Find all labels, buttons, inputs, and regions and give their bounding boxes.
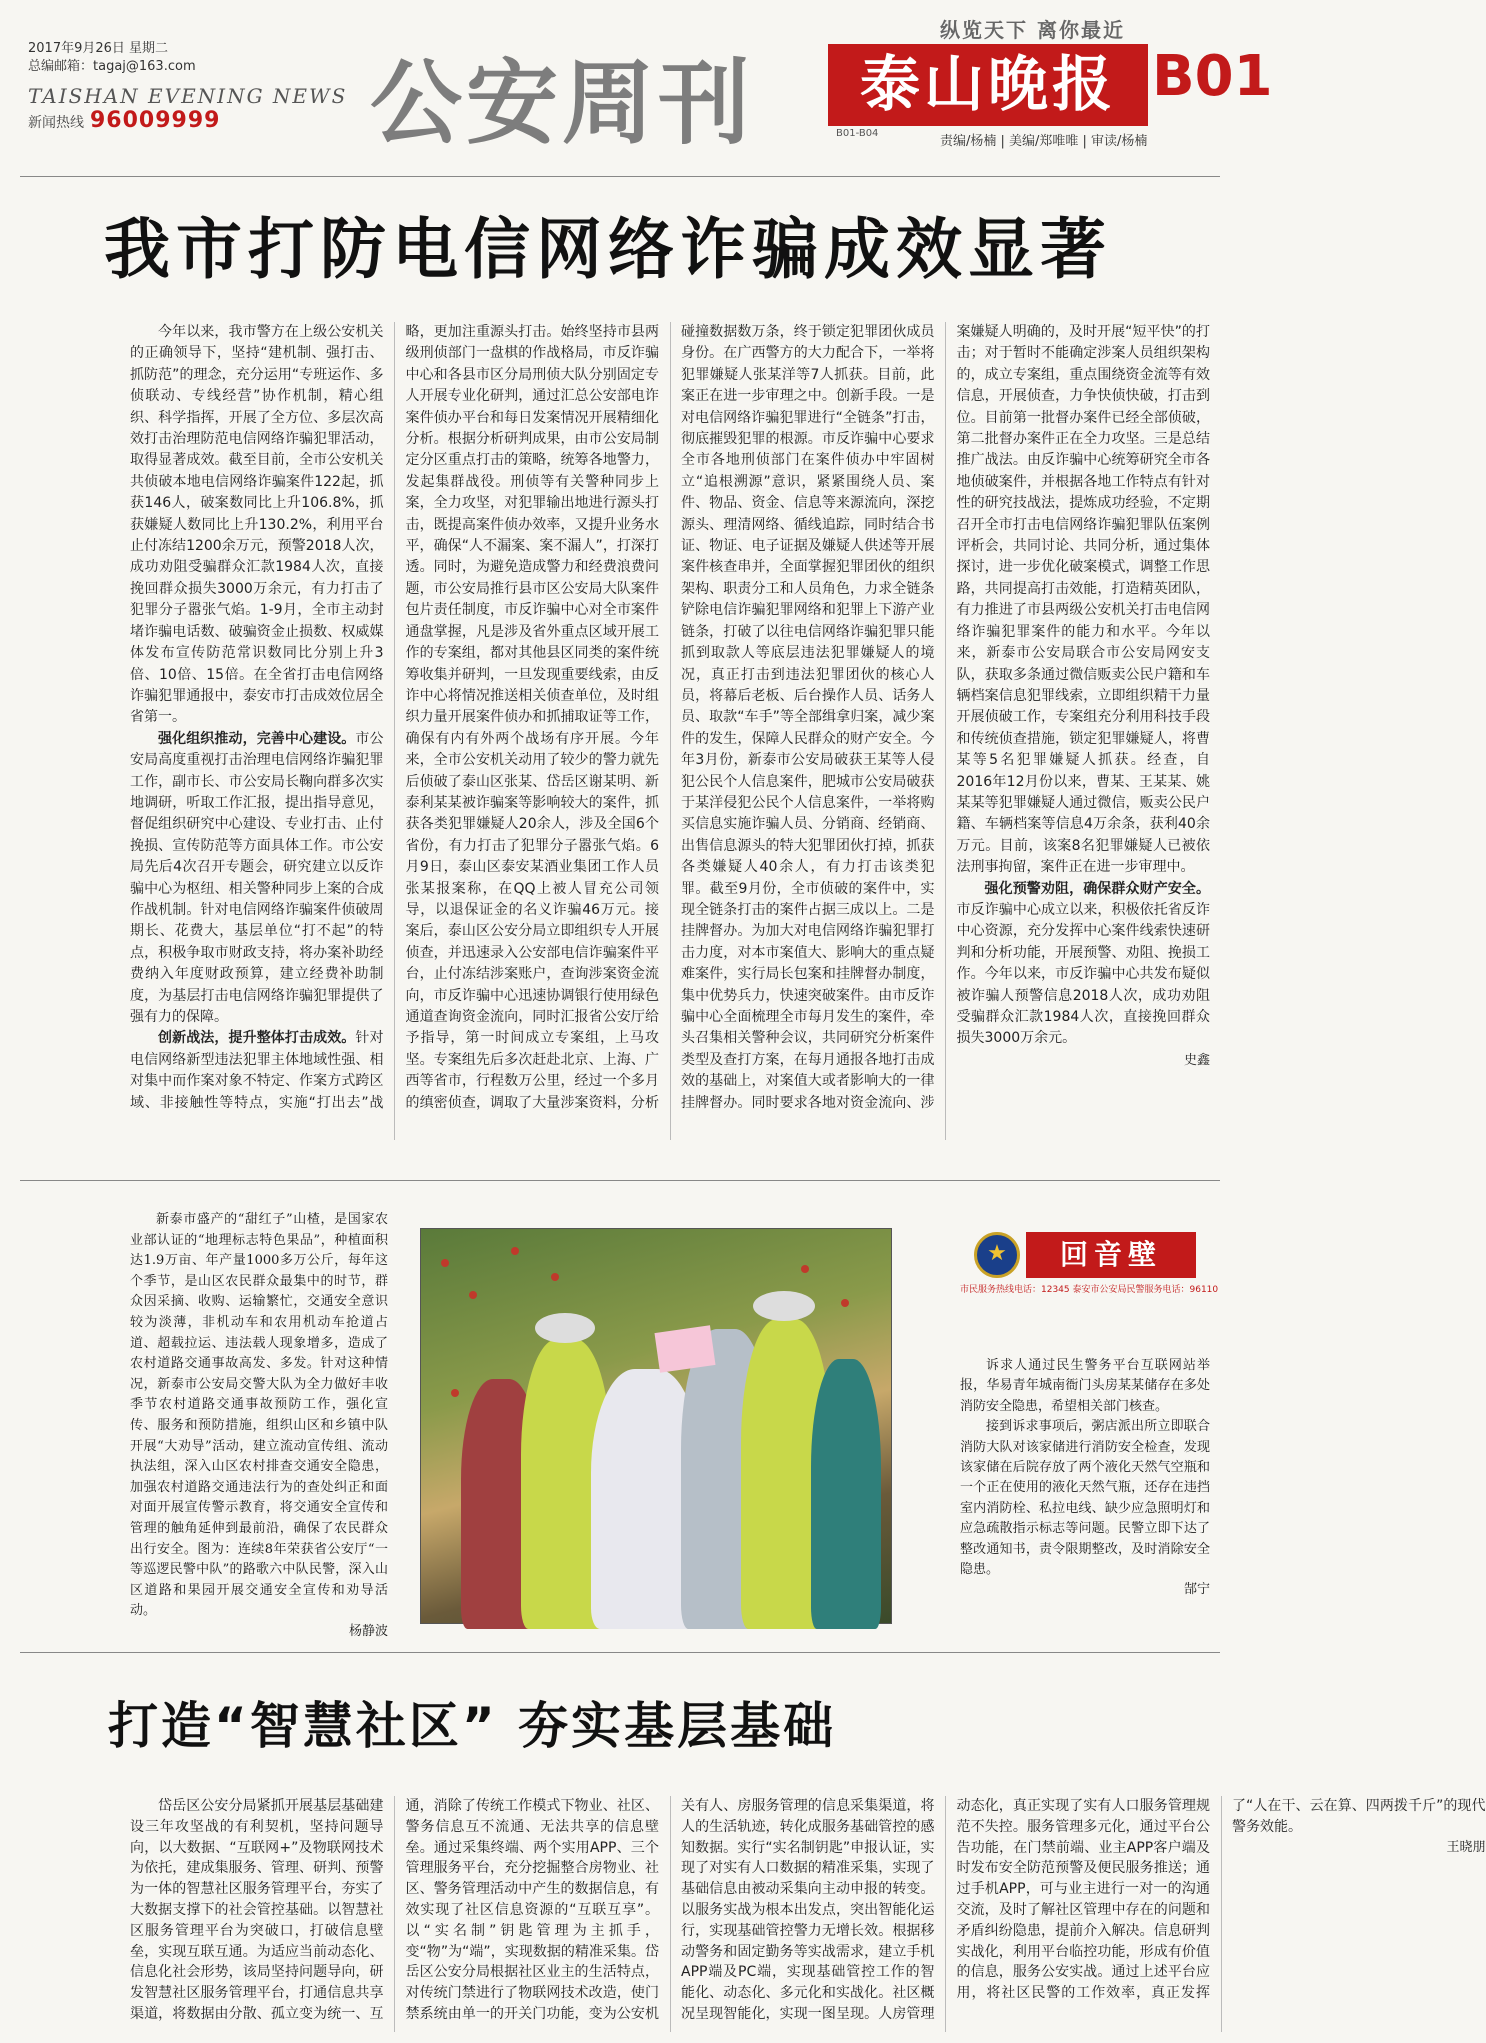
editor-credits: 责编/杨楠 | 美编/郑唯唯 | 审读/杨楠 [940,134,1148,149]
divider [20,1652,1220,1653]
article-headline: 打造“智慧社区” 夯实基层基础 [108,1697,837,1755]
byline: 杨静波 [348,1623,388,1639]
article-body: 岱岳区公安分局紧抓开展基层基础建设三年攻坚战的有利契机，坚持问题导向，以大数据、“互联网+”及物联网技术为依托，建成集服务、管理、研判、预警为一体的智慧社区服务管理平台，夯实了大数据支撑下的社会管控基础。以智慧社区服务管理平台为突破口，打破信息壁垒，实现互联互通。为适应当前动态化、信息化社会形势，该局坚持问题导向，研发智慧社区服务管理平台，打通信息共享渠道，将数据由分散、孤立变为统一、互通，消除了传统工作模式下物业、社区、警务信息互不流通、无法共享的信息壁垒。通过采集终端、两个实用APP、三个管理服务平台，充分挖掘整合房物业、社区、警务管理活动中产生的数据信息，有效实现了社区信息资源的“互联互享”。以“实名制”钥匙管理为主抓手，变“物”为“端”，实现数据的精准采集。岱岳区公安分局根据社区业主的生活特点，对传统门禁进行了物联网技术改造，使门禁系统由单一的开关门功能，变为公安机关有人、房服务管理的信息采集渠道，将人的生活轨迹，转化成服务基础管控的感知数据。实行“实名制钥匙”申报认证，实现了对实有人口数据的精准采集，实现了基础信息由被动采集向主动申报的转变。以服务实战为根本出发点，突出智能化运行，实现基础管控警力无增长效。根据移动警务和固定勤务等实战需求，建立手机APP端及PC端，实现基础管控工作的智能化、动态化、多元化和实战化。社区概况呈现智能化，实现一图呈现。人房管理动态化，真正实现了实有人口服务管理规范不失控。服务管理多元化，通过平台公告功能，在门禁前端、业主APP客户端及时发布安全防范预警及便民服务推送；通过手机APP，可与业主进行一对一的沟通交流，及时了解社区管理中存在的问题和矛盾纠纷隐患，提前介入解决。信息研判实战化，利用平台临控功能，形成有价值的信息，服务公安实战。通过上述平台应用，将社区民警的工作效率，真正发挥了“人在干、云在算、四两拨千斤”的现代警务效能。 王晓朋 [130,1798,1486,2022]
subheading: 强化预警劝阻，确保群众财产安全。 [984,880,1210,897]
pamphlet [654,1325,715,1372]
paper-logo: 泰山晚报 [828,44,1148,126]
feedback-title: 回音壁 [1026,1232,1196,1278]
article-paragraph: 强化组织推动，完善中心建设。市公安局高度重视打击治理电信网络诈骗犯罪工作，副市长、市公安局长鞠向群多次实地调研，听取工作汇报，提出指导意见，督促组织研究中心建设、专业打击、止付挽损、宣传防范等方面具体工作。市公安局先后4次召开专题会，研究建立以反诈骗中心为枢纽、相关警种同步上案的合成作战机制。针对电信网络诈骗案件侦破周期长、花费大，基层单位“打不起”的特点，积极争取市财政支持，将办案补助经费纳入年度财政预算，建立经费补助制度，为基层打击电信网络诈骗犯罪提供了强有力的保障。 [130,730,384,1025]
article-body [130,322,1210,1140]
feedback-banner [960,1232,1219,1295]
news-photo [420,1228,892,1624]
article-paragraph: 创新战法，提升整体打击成效。针对电信网络新型违法犯罪主体地域性强、相对集中而作案对象不特定、作案方式跨区域、非接触性等特点，实施“打出去”战略，更加注重源头打击。始终坚持市县两级刑侦部门一盘棋的作战格局，市反诈骗中心和各县市区分局刑侦大队分别固定专人开展专业化研判，通过汇总公安部电诈案件侦办平台和每日发案情况开展精细化分析。根据分析研判成果，由市公安局制定分区重点打击的策略，统筹各地警力，发起集群战役。刑侦等有关警种同步上案，全力攻坚，对犯罪输出地进行源头打击，既提高案件侦办效率，又提升业务水平，确保“人不漏案、案不漏人”，打深打透。同时，为避免造成警力和经费浪费问题，市公安局推行县市区公安局大队案件包片责任制度，市反诈骗中心对全市案件通盘掌握，凡是涉及省外重点区域开展工作的专案组，都对其他县区同类的案件统筹收集并研判，一旦发现重要线索，由反诈中心将情况推送相关侦查单位，及时组织力量开展案件侦办和抓捕取证等工作，确保有内有外两个战场有序开展。今年来，全市公安机关动用了较少的警力就先后侦破了泰山区张某、岱岳区谢某明、新泰利某某被诈骗案等影响较大的案件，抓获各类犯罪嫌疑人20余人，涉及全国6个省份，有力打击了犯罪分子嚣张气焰。6月9日，泰山区泰安某酒业集团工作人员张某报案称，在QQ上被人冒充公司领导，以退保证金的名义诈骗46万元。接案后，泰山区公安分局立即组织专人开展侦查，并迅速录入公安部电信诈骗案件平台，止付冻结涉案账户，查询涉案资金流向，市反诈骗中心迅速协调银行使用绿色通道查询资金流向，同时汇报省公安厅给予指导，第一时间成立专案组，上马攻坚。专案组先后多次赶赴北京、上海、广西等省市，行程数万公里，经过一个多月的缜密侦查，调取了大量涉案资料，分析碰撞数据数万条，终于锁定犯罪团伙成员身份。在广西警方的大力配合下，一举将犯罪嫌疑人张某洋等7人抓获。目前，此案正在进一步审理之中。创新手段。一是对电信网络诈骗犯罪进行“全链条”打击，彻底摧毁犯罪的根源。市反诈骗中心要求全市各地刑侦部门在案件侦办中牢固树立“追根溯源”意识，紧紧围绕人员、案件、物品、资金、信息等来源流向，深挖源头、理清网络、循线追踪，同时结合书证、物证、电子证据及嫌疑人供述等开展案件核查串并，全面掌握犯罪团伙的组织架构、职责分工和人员角色，力求全链条铲除电信诈骗犯罪网络和犯罪上下游产业链条，打破了以往电信网络诈骗犯罪只能抓到取款人等底层违法犯罪嫌疑人的境况，真正打击到违法犯罪团伙的核心人员，将幕后老板、后台操作人员、话务人员、取款“车手”等全部缉拿归案，减少案件的发生，保障人民群众的财产安全。今年3月份，新泰市公安局破获王某等人侵犯公民个人信息案件，肥城市公安局破获于某洋侵犯公民个人信息案件，一举将购买信息实施诈骗人员、分销商、经销商、出售信息源头的特大犯罪团伙打掉，抓获各类嫌疑人40余人，有力打击该类犯罪。截至9月份，全市侦破的案件中，实现全链条打击的案件占据三成以上。二是挂牌督办。为加大对电信网络诈骗犯罪打击力度，对本市案值大、影响大的重点疑难案件，实行局长包案和挂牌督办制度，集中优势兵力，快速突破案件。由市反诈骗中心全面梳理全市每月发生的案件，牵头召集相关警种会议，共同研究分析案件类型及查打方案，在每月通报各地打击成效的基础上，对案值大或者影响大的一律挂牌督办。同时要求各地对资金流向、涉案嫌疑人明确的，及时开展“短平快”的打击；对于暂时不能确定涉案人员组织架构的，成立专案组，重点围绕资金流等有效信息，开展侦查，力争快侦快破，打击到位。目前第一批督办案件已经全部侦破，第二批督办案件正在全力攻坚。三是总结推广战法。由反诈骗中心统筹研究全市各地侦破案件，并根据各地工作特点有针对性的研究技战法，提炼成功经验，不定期召开全市打击电信网络诈骗犯罪队伍案例评析会，共同讨论、共同分析，通过集体探讨，进一步优化破案模式，调整工作思路，共同提高打击效能，打造精英团队，有力推进了市县两级公安机关打击电信网络诈骗犯罪案件的能力和水平。今年以来，新泰市公安局联合市公安局网安支队，获取多条通过微信贩卖公民户籍和车辆档案信息犯罪线索，立即组织精干力量开展侦破工作，专案组充分利用科技手段和传统侦查措施，锁定犯罪嫌疑人，将曹某等5名犯罪嫌疑人抓获。经查，自2016年12月份以来，曹某、王某某、姚某某等犯罪嫌疑人通过微信，贩卖公民户籍、车辆档案等信息4万余条，获利40余万元。目前，该案8名犯罪嫌疑人已被依法刑事拘留，案件正在进一步审理中。 [130,324,1210,1111]
feedback-text: 诉求人通过民生警务平台互联网站举报，华易青年城南衙门头房某某储存在多处消防安全隐患，希望相关部门核查。 接到诉求事项后，粥店派出所立即联合消防大队对该家储进行消防安全检查，发现该家储在后院存放了两个液化天然气空瓶和一个正在使用的液化天然气瓶，还存在违挡室内消防栓、私拉电线、缺少应急照明灯和应急疏散指示标志等问题。民警立即下达了整改通知书，责令限期整改，及时消除安全隐患。 郜宁 [960,1356,1210,1632]
page-number: B01 [1152,44,1273,109]
byline: 王晓朋 [1446,1839,1486,1855]
hotline-note: 市民服务热线电话：12345 泰安市公安局民警服务电话：96110 [960,1285,1219,1295]
police-badge-icon [974,1232,1020,1278]
subheading: 强化组织推动，完善中心建设。 [158,730,356,747]
photo-caption-text: 新泰市盛产的“甜红子”山楂，是国家农业部认证的“地理标志特色果品”，种植面积达1.9万亩、年产量1000多万公斤，每年这个季节，是山区农民群众最集中的时节，群众因采摘、收购、运输繁忙，交通安全意识较为淡薄，非机动车和农用机动车抢道占道、超载拉运、违法载人现象增多，造成了农村道路交通事故高发、多发。针对这种情况，新泰市公安局交警大队为全力做好丰收季节农村道路交通事故预防工作，强化宣传、服务和预防措施，组织山区和乡镇中队开展“大劝导”活动，建立流动宣传组、流动执法组，深入山区农村排查交通安全隐患，加强农村道路交通违法行为的查处纠正和面对面开展宣传警示教育，将交通安全宣传和管理的触角延伸到最前沿，确保了农民群众出行安全。图为：连续8年荣获省公安厅“一等巡逻民警中队”的路歌六中队民警，深入山区道路和果园开展交通安全宣传和劝导活动。 杨静波 [130,1210,388,1630]
byline: 郜宁 [1183,1582,1210,1598]
masthead-info [28,40,196,76]
article-headline: 我市打防电信网络诈骗成效显著 [104,211,1112,288]
masthead [0,0,1273,180]
feedback-box [960,1232,1219,1632]
divider [20,1180,1220,1181]
page-range: B01-B04 [836,128,879,139]
brand-english: TAISHAN EVENING NEWS [28,84,348,108]
subheading: 创新战法，提升整体打击成效。 [158,1030,356,1047]
hotline-label: 新闻热线 [28,115,84,131]
article-paragraph: 强化预警劝阻，确保群众财产安全。市反诈骗中心成立以来，积极依托省反诈中心资源，充分发挥中心案件线索快速研判和分析功能，开展预警、劝阻、挽损工作。今年以来，市反诈骗中心共发布疑似被诈骗人预警信息2018人次，成功劝阻受骗群众汇款1984人次，直接挽回群众损失3000万余元。 [956,880,1210,1047]
divider [20,176,1220,177]
paper-slogan: 纵览天下 离你最近 [940,18,1125,42]
editor-email: 总编邮箱：tagaj@163.com [28,59,196,74]
news-hotline [28,108,220,133]
issue-date: 2017年9月26日 星期二 [28,41,169,56]
hotline-number: 96009999 [90,108,221,133]
article-paragraph: 今年以来，我市警方在上级公安机关的正确领导下，坚持“建机制、强打击、抓防范”的理念，充分运用“专班运作、多侦联动、专线经营”协作机制，精心组织、科学指挥，开展了全方位、多层次高效打击治理防范电信网络诈骗犯罪活动，取得显著成效。截至目前，全市公安机关共侦破本地电信网络诈骗案件122起，抓获146人，破案数同比上升106.8%，抓获嫌疑人数同比上升130.2%，利用平台止付冻结1200余万元，预警2018人次，成功劝阻受骗群众汇款1984人次，直接挽回群众损失3000万余元，有力打击了犯罪分子嚣张气焰。1-9月，全市主动封堵诈骗电话数、破骗资金止损数、权威媒体发布宣传防范常识数同比分别上升3倍、10倍、15倍。在全省打击电信网络诈骗犯罪通报中，泰安市打击成效位居全省第一。 [130,324,384,726]
section-title: 公安周刊 [370,50,755,157]
byline: 史鑫 [1183,1052,1210,1068]
